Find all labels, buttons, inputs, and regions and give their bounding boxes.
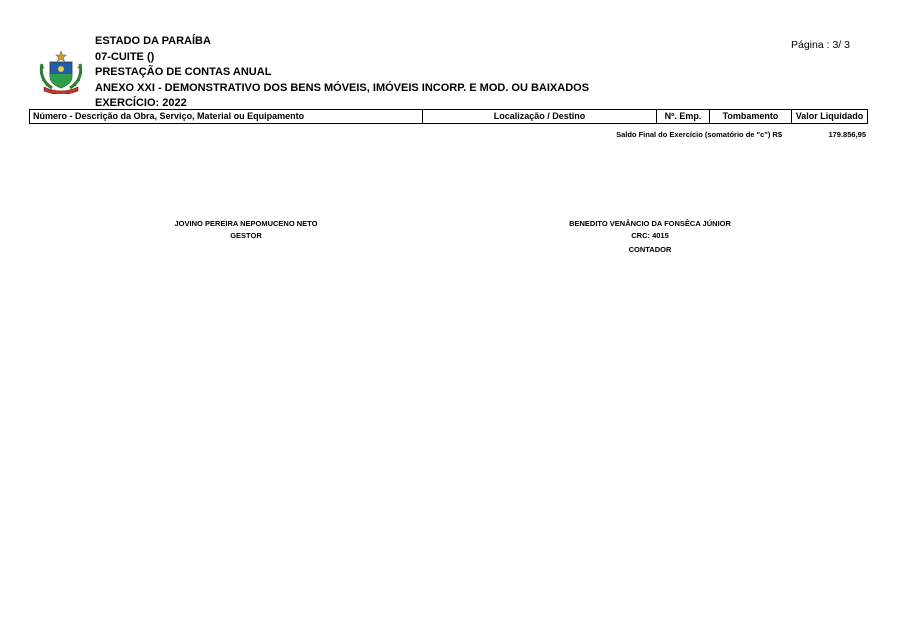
accountant-name: BENEDITO VENÂNCIO DA FONSÊCA JÚNIOR	[569, 219, 731, 228]
paraiba-coat-of-arms-icon	[38, 50, 84, 94]
manager-name: JOVINO PEREIRA NEPOMUCENO NETO	[174, 219, 318, 228]
column-header-commitment-number: Nº. Emp.	[657, 110, 710, 123]
manager-role: GESTOR	[230, 231, 262, 240]
signature-accountant	[530, 218, 770, 256]
table-header	[29, 109, 868, 124]
column-header-description: Número - Descrição da Obra, Serviço, Material ou Equipamento	[30, 110, 423, 123]
report-title: PRESTAÇÃO DE CONTAS ANUAL	[95, 66, 272, 78]
column-header-location: Localização / Destino	[423, 110, 657, 123]
signature-manager	[146, 218, 346, 242]
accountant-role: CONTADOR	[628, 245, 672, 254]
state-title: ESTADO DA PARAÍBA	[95, 35, 211, 47]
accountant-crc: CRC: 4015	[631, 231, 669, 240]
final-balance-value: 179.856,95	[828, 130, 866, 139]
annex-title: ANEXO XXI - DEMONSTRATIVO DOS BENS MÓVEIS, IMÓVEIS INCORP. E MOD. OU BAIXADOS	[95, 81, 590, 94]
document-header	[95, 34, 589, 112]
final-balance-label: Saldo Final do Exercício (somatório de "c") R$	[616, 130, 782, 139]
fiscal-year: EXERCÍCIO: 2022	[95, 97, 187, 109]
entity-name: 07-CUITE ()	[95, 50, 155, 63]
page-number: Página : 3/ 3	[791, 39, 850, 51]
column-header-asset-tag: Tombamento	[710, 110, 792, 123]
column-header-amount: Valor Liquidado	[795, 111, 864, 121]
